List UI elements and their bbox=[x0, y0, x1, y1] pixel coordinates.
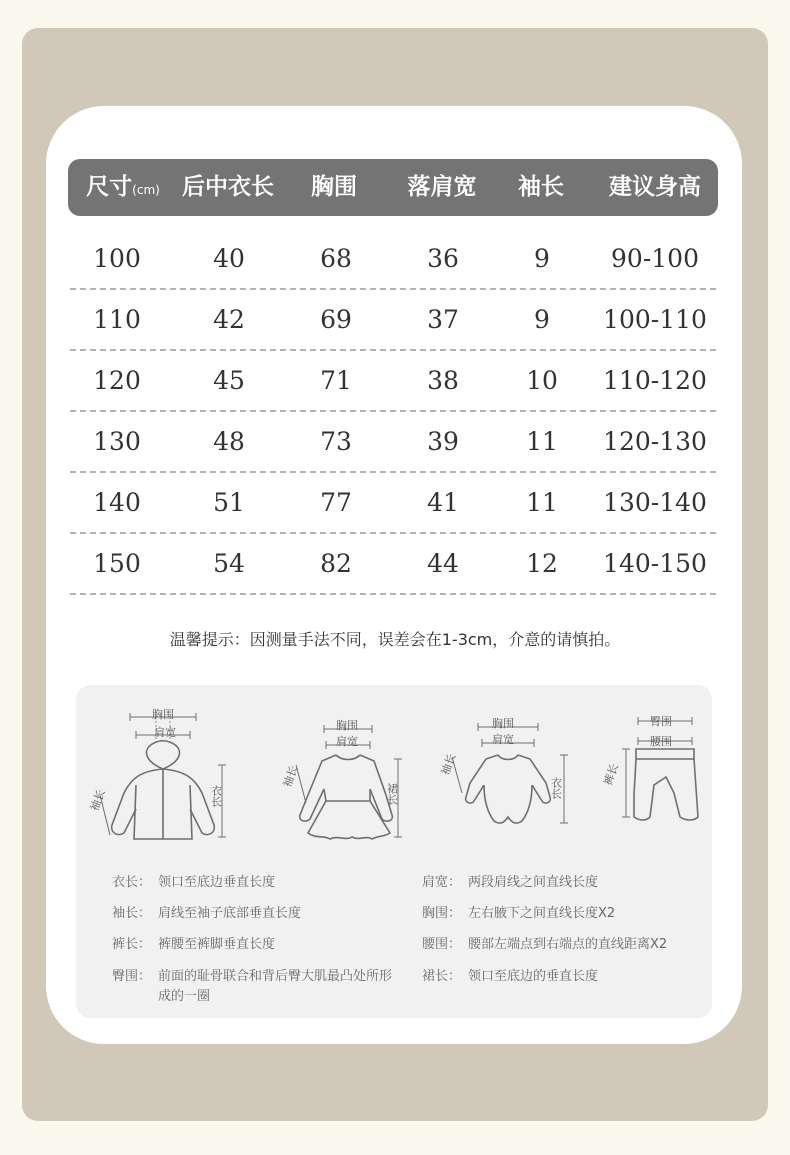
label-pants-length: 裤长 bbox=[601, 761, 622, 788]
header-height: 建议身高 bbox=[609, 174, 701, 200]
cell-height: 140-150 bbox=[603, 549, 707, 578]
definition-pants-length: 裤长： 裤腰至裤脚垂直长度 bbox=[112, 937, 276, 952]
label-sleeve: 袖长 bbox=[280, 763, 301, 789]
cell-height: 110-120 bbox=[603, 366, 707, 395]
header-shoulder: 落肩宽 bbox=[407, 174, 477, 200]
measurement-note: 温馨提示：因测量手法不同，误差会在1-3cm，介意的请慎拍。 bbox=[169, 630, 621, 649]
cell-size: 110 bbox=[93, 305, 141, 334]
definition-waist: 腰围： 腰部左端点到右端点的直线距离X2 bbox=[422, 937, 668, 952]
header-length: 后中衣长 bbox=[182, 174, 274, 200]
cell-size: 120 bbox=[93, 366, 141, 395]
cell-length: 48 bbox=[213, 427, 245, 456]
cell-height: 100-110 bbox=[603, 305, 707, 334]
header-size: 尺寸(cm) bbox=[86, 174, 160, 200]
definition-shoulder: 肩宽： 两段肩线之间直线长度 bbox=[422, 875, 599, 890]
cell-height: 120-130 bbox=[603, 427, 707, 456]
label-chest: 胸围 bbox=[152, 708, 174, 721]
label-sleeve: 袖长 bbox=[438, 751, 459, 777]
label-waist: 腰围 bbox=[650, 735, 672, 748]
label-sleeve: 袖长 bbox=[87, 787, 108, 813]
cell-sleeve: 10 bbox=[526, 366, 558, 395]
cell-size: 150 bbox=[93, 549, 141, 578]
cell-shoulder: 41 bbox=[427, 488, 459, 517]
label-shoulder: 肩宽 bbox=[492, 733, 514, 746]
cell-chest: 71 bbox=[320, 366, 352, 395]
cell-size: 130 bbox=[93, 427, 141, 456]
cell-shoulder: 39 bbox=[427, 427, 459, 456]
label-shoulder: 肩宽 bbox=[154, 726, 176, 739]
header-sleeve: 袖长 bbox=[518, 174, 564, 200]
cell-sleeve: 11 bbox=[526, 427, 558, 456]
label-chest: 胸围 bbox=[336, 719, 358, 732]
dress-diagram bbox=[280, 685, 406, 855]
cell-chest: 77 bbox=[320, 488, 352, 517]
cell-height: 130-140 bbox=[603, 488, 707, 517]
cell-shoulder: 38 bbox=[427, 366, 459, 395]
table-row bbox=[70, 535, 716, 595]
table-row bbox=[70, 230, 716, 290]
definition-length: 衣长： 领口至底边垂直长度 bbox=[112, 875, 276, 890]
cell-size: 100 bbox=[93, 244, 141, 273]
cell-shoulder: 37 bbox=[427, 305, 459, 334]
cell-height: 90-100 bbox=[611, 244, 699, 273]
table-row bbox=[70, 413, 716, 473]
cell-sleeve: 9 bbox=[534, 305, 550, 334]
table-row bbox=[70, 474, 716, 534]
table-row bbox=[70, 352, 716, 412]
definition-chest: 胸围： 左右腋下之间直线长度X2 bbox=[422, 906, 616, 921]
definition-sleeve: 袖长： 肩线至袖子底部垂直长度 bbox=[112, 906, 302, 921]
cell-shoulder: 44 bbox=[427, 549, 459, 578]
cell-chest: 68 bbox=[320, 244, 352, 273]
cell-length: 40 bbox=[213, 244, 245, 273]
label-hip: 臀围 bbox=[650, 715, 672, 728]
cell-length: 51 bbox=[213, 488, 245, 517]
cell-chest: 82 bbox=[320, 549, 352, 578]
measurement-guide-panel bbox=[76, 685, 712, 1018]
cell-sleeve: 12 bbox=[526, 549, 558, 578]
label-length: 衣长 bbox=[549, 777, 563, 799]
label-chest: 胸围 bbox=[492, 717, 514, 730]
definition-skirt-length: 裙长： 领口至底边的垂直长度 bbox=[422, 969, 599, 984]
cell-length: 42 bbox=[213, 305, 245, 334]
cell-chest: 73 bbox=[320, 427, 352, 456]
cell-length: 54 bbox=[213, 549, 245, 578]
label-length: 裙长 bbox=[385, 783, 399, 805]
cell-sleeve: 11 bbox=[526, 488, 558, 517]
cell-sleeve: 9 bbox=[534, 244, 550, 273]
cell-length: 45 bbox=[213, 366, 245, 395]
jacket-diagram bbox=[87, 685, 232, 855]
label-shoulder: 肩宽 bbox=[336, 735, 358, 748]
cell-shoulder: 36 bbox=[427, 244, 459, 273]
romper-diagram bbox=[438, 685, 574, 835]
size-table-header bbox=[68, 159, 718, 216]
header-chest: 胸围 bbox=[311, 174, 357, 200]
definition-hip: 臀围： 前面的耻骨联合和背后臀大肌最凸处所形成的一圈 bbox=[112, 969, 393, 1004]
table-row bbox=[70, 291, 716, 351]
cell-size: 140 bbox=[93, 488, 141, 517]
cell-chest: 69 bbox=[320, 305, 352, 334]
label-length: 衣长 bbox=[209, 785, 223, 807]
pants-diagram bbox=[601, 685, 704, 835]
